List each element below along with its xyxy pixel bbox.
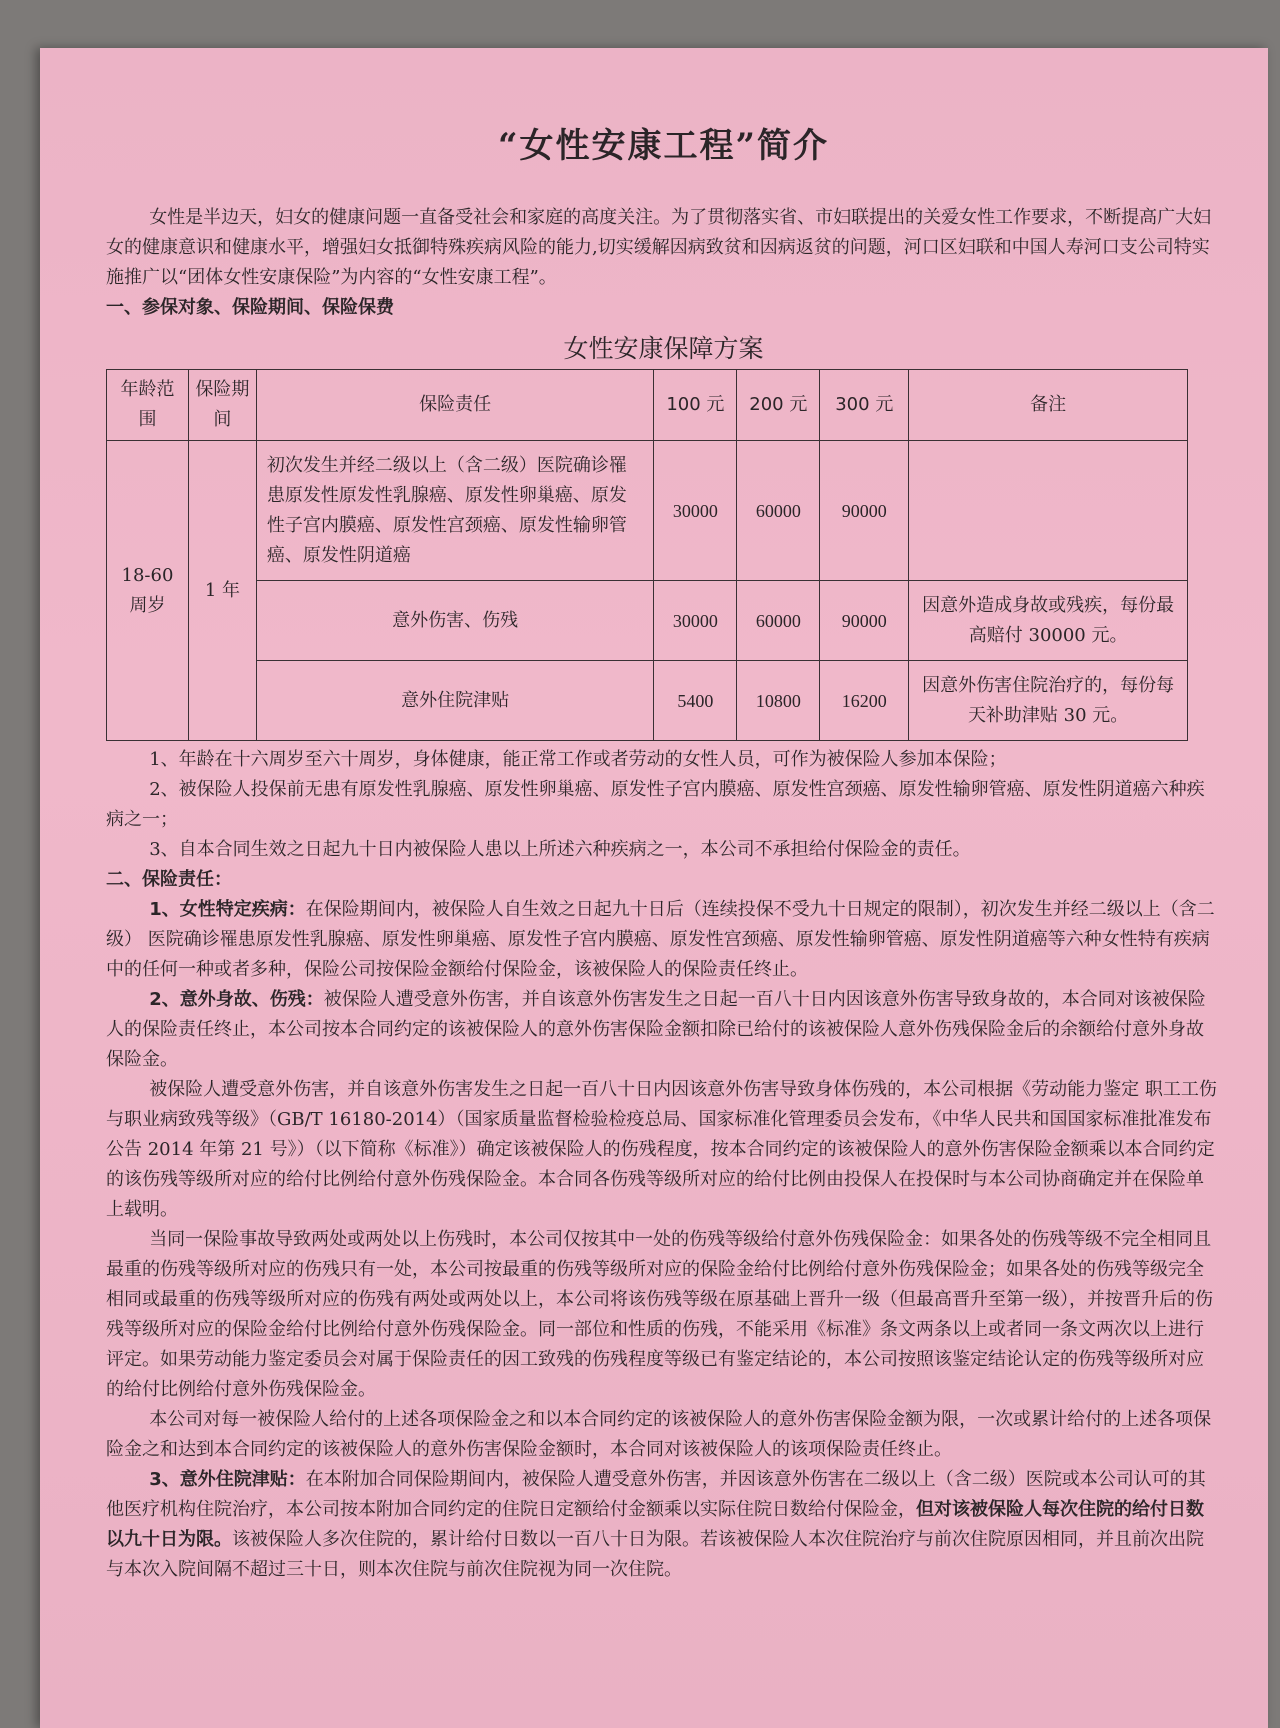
cell-period: 1 年 (188, 441, 256, 741)
table-header-row (107, 370, 1188, 441)
duty-paragraph-3 (106, 1465, 1221, 1585)
header-remark: 备注 (909, 370, 1188, 441)
header-200: 200 元 (737, 370, 820, 441)
duty-text-1: 在保险期间内，被保险人自生效之日起九十日后（连续投保不受九十日规定的限制），初次发生并经二级以上（含二级） 医院确诊罹患原发性乳腺癌、原发性卵巢癌、原发性子宫内膜癌、原发性宫颈癌、原发性输卵管癌、原发性阴道癌等六种女性特有疾病中的任何一种或者多种，保险公司按保险金额给付保险金，该被保险人的保险责任终止。 (106, 899, 1215, 980)
note-item: 2、被保险人投保前无患有原发性乳腺癌、原发性卵巢癌、原发性子宫内膜癌、原发性宫颈癌、原发性输卵管癌、原发性阴道癌六种疾病之一； (106, 779, 1205, 830)
duty-text-2: 被保险人遭受意外伤害，并自该意外伤害发生之日起一百八十日内因该意外伤害导致身故的，本合同对该被保险人的保险责任终止，本公司按本合同约定的该被保险人的意外伤害保险金额扣除已给付的该被保险人意外伤残保险金后的余额给付意外身故保险金。 (106, 989, 1206, 1070)
cell-value-100: 30000 (654, 441, 737, 581)
cell-value-200: 10800 (737, 661, 820, 741)
document-content (106, 118, 1221, 1585)
duty-paragraph-1 (106, 895, 1221, 985)
duty-heading-1: 1、女性特定疾病： (149, 899, 306, 920)
intro-paragraph: 女性是半边天，妇女的健康问题一直备受社会和家庭的高度关注。为了贯彻落实省、市妇联提出的关爱女性工作要求，不断提高广大妇女的健康意识和健康水平，增强妇女抵御特殊疾病风险的能力,切实缓解因病致贫和因病返贫的问题，河口区妇联和中国人寿河口支公司特实施推广以“团体女性安康保险”为内容的“女性安康工程”。 (106, 207, 1212, 288)
multiple-disability-paragraph: 当同一保险事故导致两处或两处以上伤残时，本公司仅按其中一处的伤残等级给付意外伤残保险金：如果各处的伤残等级不完全相同且最重的伤残等级所对应的伤残只有一处，本公司按最重的伤残等级所对应的保险金给付比例给付意外伤残保险金；如果各处的伤残等级完全相同或最重的伤残等级所对应的伤残有两处或两处以上，本公司将该伤残等级在原基础上晋升一级（但最高晋升至第一级），并按晋升后的伤残等级所对应的保险金给付比例给付意外伤残保险金。同一部位和性质的伤残，不能采用《标准》条文两条以上或者同一条文两次以上进行评定。如果劳动能力鉴定委员会对属于保险责任的因工致残的伤残程度等级已有鉴定结论的，本公司按照该鉴定结论认定的伤残等级所对应的给付比例给付意外伤残保险金。 (106, 1229, 1213, 1400)
cell-value-100: 5400 (654, 661, 737, 741)
duty-heading-3: 3、意外住院津贴： (149, 1469, 306, 1490)
table-title: 女性安康保障方案 (563, 334, 764, 363)
section-heading-2: 二、保险责任： (106, 869, 232, 890)
header-300: 300 元 (820, 370, 909, 441)
document-title: “女性安康工程”简介 (497, 126, 830, 166)
note-item: 1、年龄在十六周岁至六十周岁，身体健康，能正常工作或者劳动的女性人员，可作为被保险人参加本保险； (149, 749, 1007, 770)
cell-value-300: 90000 (820, 441, 909, 581)
cell-value-300: 16200 (820, 661, 909, 741)
cell-remark: 因意外造成身故或残疾，每份最高赔付 30000 元。 (909, 581, 1188, 661)
cell-value-300: 90000 (820, 581, 909, 661)
table-row (107, 581, 1188, 661)
cell-value-200: 60000 (737, 441, 820, 581)
header-age: 年龄范围 (107, 370, 189, 441)
duty-heading-2: 2、意外身故、伤残： (149, 989, 324, 1010)
duty-text-3-bold: 但对该被保险人每次住院的给付日数以九十日为限。 (106, 1499, 1204, 1550)
cell-age-range: 18-60周岁 (107, 441, 189, 741)
cell-duty: 意外伤害、伤残 (256, 581, 654, 661)
limit-paragraph: 本公司对每一被保险人给付的上述各项保险金之和以本合同约定的该被保险人的意外伤害保险金额为限，一次或累计给付的上述各项保险金之和达到本合同约定的该被保险人的意外伤害保险金额时，本合同对该被保险人的该项保险责任终止。 (106, 1409, 1212, 1460)
cell-value-100: 30000 (654, 581, 737, 661)
coverage-table (106, 369, 1188, 741)
cell-duty: 意外住院津贴 (256, 661, 654, 741)
section-heading-1: 一、参保对象、保险期间、保险保费 (106, 297, 394, 318)
cell-value-200: 60000 (737, 581, 820, 661)
note-item: 3、自本合同生效之日起九十日内被保险人患以上所述六种疾病之一，本公司不承担给付保险金的责任。 (149, 839, 971, 860)
duty-text-3b: 该被保险人多次住院的，累计给付日数以一百八十日为限。若该被保险人本次住院治疗与前次住院原因相同，并且前次出院与本次入院间隔不超过三十日，则本次住院与前次住院视为同一次住院。 (106, 1529, 1204, 1580)
header-100: 100 元 (654, 370, 737, 441)
header-period: 保险期间 (188, 370, 256, 441)
cell-duty: 初次发生并经二级以上（含二级）医院确诊罹患原发性原发性乳腺癌、原发性卵巢癌、原发性子宫内膜癌、原发性宫颈癌、原发性输卵管癌、原发性阴道癌 (256, 441, 654, 581)
table-row (107, 441, 1188, 581)
disability-paragraph: 被保险人遭受意外伤害，并自该意外伤害发生之日起一百八十日内因该意外伤害导致身体伤残的，本公司根据《劳动能力鉴定 职工工伤与职业病致残等级》（GB/T 16180-2014）（国家质量监督检验检疫总局、国家标准化管理委员会发布，《中华人民共和国国家标准批准发布公告 2014 年第 21 号》）（以下简称《标准》）确定该被保险人的伤残程度，按本合同约定的该被保险人的意外伤害保险金额乘以本合同约定的该伤残等级所对应的给付比例给付意外伤残保险金。本合同各伤残等级所对应的给付比例由投保人在投保时与本公司协商确定并在保险单上载明。 (106, 1079, 1217, 1220)
header-duty: 保险责任 (256, 370, 654, 441)
cell-remark (909, 441, 1188, 581)
duty-text-3a: 在本附加合同保险期间内，被保险人遭受意外伤害，并因该意外伤害在二级以上（含二级）医院或本公司认可的其他医疗机构住院治疗，本公司按本附加合同约定的住院日定额给付金额乘以实际住院日数给付保险金， (106, 1469, 1206, 1520)
cell-remark: 因意外伤害住院治疗的，每份每天补助津贴 30 元。 (909, 661, 1188, 741)
table-row (107, 661, 1188, 741)
paper-sheet (40, 48, 1268, 1728)
duty-paragraph-2 (106, 985, 1221, 1075)
